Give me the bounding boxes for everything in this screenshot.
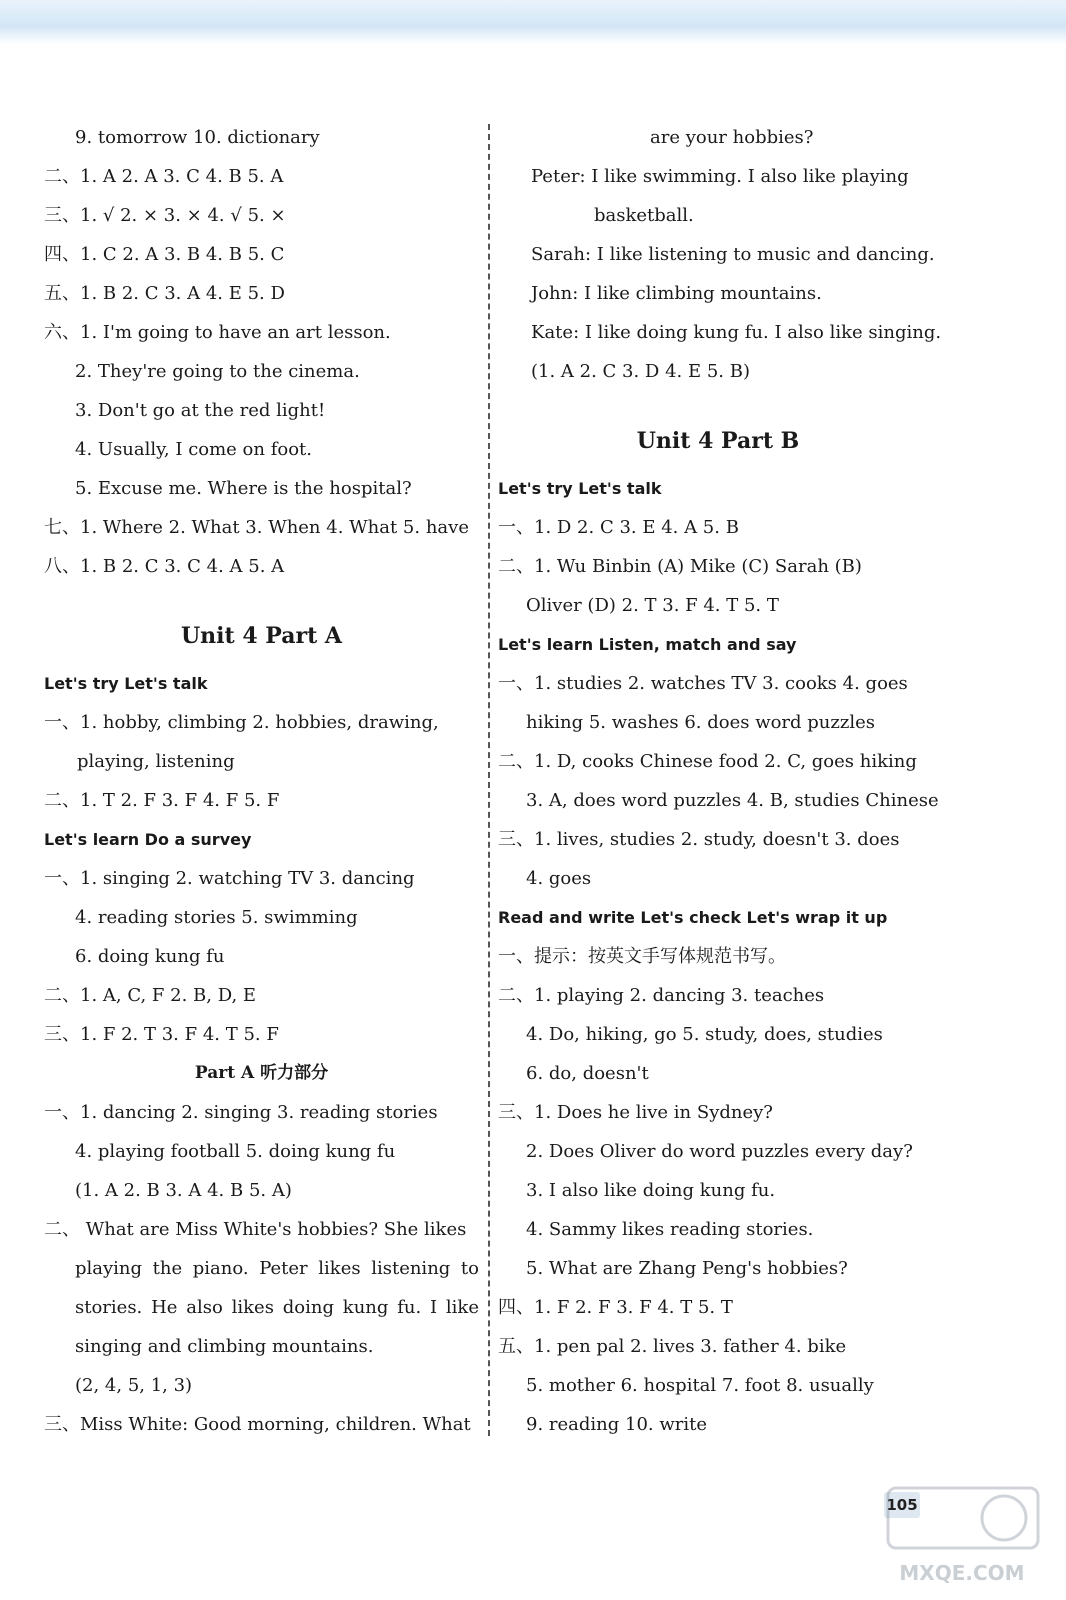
- answer-line: 四、1. C 2. A 3. B 4. B 5. C: [44, 244, 285, 265]
- answer-line: playing, listening: [77, 751, 235, 772]
- section-heading: Let's learn Listen, match and say: [498, 635, 797, 654]
- answer-line: 9. reading 10. write: [526, 1414, 708, 1435]
- section-heading: Let's learn Do a survey: [44, 830, 252, 849]
- answer-line: 三、Miss White: Good morning, children. What: [44, 1414, 471, 1435]
- answer-line: 2. Does Oliver do word puzzles every day?: [526, 1141, 913, 1162]
- answer-line: 3. Don't go at the red light!: [75, 400, 326, 421]
- answer-line: 4. Do, hiking, go 5. study, does, studies: [526, 1024, 883, 1045]
- column-divider: [488, 124, 490, 1436]
- answer-line: 3. I also like doing kung fu.: [526, 1180, 776, 1201]
- answer-line: 4. goes: [526, 868, 592, 889]
- left-column: [44, 118, 479, 1444]
- answer-line: 9. tomorrow 10. dictionary: [75, 127, 320, 148]
- answer-line: 4. Usually, I come on foot.: [75, 439, 312, 460]
- answer-line: Sarah: I like listening to music and dancing.: [531, 244, 935, 265]
- answer-line: John: I like climbing mountains.: [531, 283, 822, 304]
- answer-line: hiking 5. washes 6. does word puzzles: [526, 712, 876, 733]
- answer-line: 一、1. dancing 2. singing 3. reading stories: [44, 1102, 438, 1123]
- section-heading: Read and write Let's check Let's wrap it up: [498, 908, 888, 927]
- answer-line: 5. Excuse me. Where is the hospital?: [75, 478, 412, 499]
- answer-line: 4. Sammy likes reading stories.: [526, 1219, 814, 1240]
- section-heading: Let's try Let's talk: [44, 674, 208, 693]
- page-number: 105: [884, 1492, 920, 1518]
- answer-line: 一、1. D 2. C 3. E 4. A 5. B: [498, 517, 739, 538]
- answer-line: Oliver (D) 2. T 3. F 4. T 5. T: [526, 595, 779, 616]
- answer-line: 二、1. playing 2. dancing 3. teaches: [498, 985, 825, 1006]
- answer-line: Peter: I like swimming. I also like playing: [531, 166, 909, 187]
- answer-line: 一、提示：按英文手写体规范书写。: [498, 946, 786, 967]
- answer-line: 3. A, does word puzzles 4. B, studies Chinese: [526, 790, 939, 811]
- answer-line: 6. do, doesn't: [526, 1063, 649, 1084]
- answer-line: (1. A 2. C 3. D 4. E 5. B): [531, 361, 750, 382]
- answer-line: 二、1. A, C, F 2. B, D, E: [44, 985, 257, 1006]
- section-heading: Let's try Let's talk: [498, 479, 662, 498]
- answer-line: (2, 4, 5, 1, 3): [75, 1375, 193, 1396]
- answer-line: 2. They're going to the cinema.: [75, 361, 360, 382]
- unit-heading: Unit 4 Part B: [636, 428, 800, 454]
- answer-line: singing and climbing mountains.: [75, 1336, 374, 1357]
- answer-line: 一、1. hobby, climbing 2. hobbies, drawing,: [44, 712, 439, 733]
- answer-line: 一、1. singing 2. watching TV 3. dancing: [44, 868, 415, 889]
- answer-line: 二、1. D, cooks Chinese food 2. C, goes hiking: [498, 751, 917, 772]
- answer-line: 四、1. F 2. F 3. F 4. T 5. T: [498, 1297, 733, 1318]
- answer-line: 三、1. F 2. T 3. F 4. T 5. F: [44, 1024, 279, 1045]
- answer-line: 4. reading stories 5. swimming: [75, 907, 358, 928]
- answer-line: 二、1. Wu Binbin (A) Mike (C) Sarah (B): [498, 556, 862, 577]
- answer-line: are your hobbies?: [650, 127, 814, 148]
- right-column: [498, 118, 942, 1444]
- subsection-heading: Part A 听力部分: [194, 1063, 329, 1083]
- answer-line: 二、 What are Miss White's hobbies? She likes: [44, 1219, 467, 1240]
- answer-line: 6. doing kung fu: [75, 946, 225, 967]
- answer-line: 三、1. Does he live in Sydney?: [498, 1102, 773, 1123]
- answer-line: 5. mother 6. hospital 7. foot 8. usually: [526, 1375, 874, 1396]
- top-decorative-band: [0, 0, 1066, 44]
- answer-line: basketball.: [594, 205, 694, 226]
- answer-line: 4. playing football 5. doing kung fu: [75, 1141, 396, 1162]
- answer-line: 二、1. A 2. A 3. C 4. B 5. A: [44, 166, 284, 187]
- answer-line: 三、1. lives, studies 2. study, doesn't 3. does: [498, 829, 900, 850]
- answer-line: stories. He also likes doing kung fu. I like: [75, 1297, 479, 1318]
- answer-line: 五、1. pen pal 2. lives 3. father 4. bike: [498, 1336, 847, 1357]
- answer-line: (1. A 2. B 3. A 4. B 5. A): [75, 1180, 292, 1201]
- answer-line: 二、1. T 2. F 3. F 4. F 5. F: [44, 790, 280, 811]
- answer-line: Kate: I like doing kung fu. I also like singing.: [531, 322, 942, 343]
- answer-line: 七、1. Where 2. What 3. When 4. What 5. have: [44, 517, 469, 538]
- watermark-logo: [884, 1480, 1044, 1590]
- answer-line: 五、1. B 2. C 3. A 4. E 5. D: [44, 283, 285, 304]
- answer-line: 八、1. B 2. C 3. C 4. A 5. A: [44, 556, 285, 577]
- answer-line: playing the piano. Peter likes listening to: [75, 1258, 479, 1279]
- answer-line: 一、1. studies 2. watches TV 3. cooks 4. goes: [498, 673, 908, 694]
- answer-line: 三、1. √ 2. × 3. × 4. √ 5. ×: [44, 205, 286, 226]
- answer-line: 六、1. I'm going to have an art lesson.: [44, 322, 391, 343]
- watermark-text: MXQE.COM: [899, 1561, 1025, 1585]
- unit-heading: Unit 4 Part A: [180, 623, 342, 649]
- answer-line: 5. What are Zhang Peng's hobbies?: [526, 1258, 848, 1279]
